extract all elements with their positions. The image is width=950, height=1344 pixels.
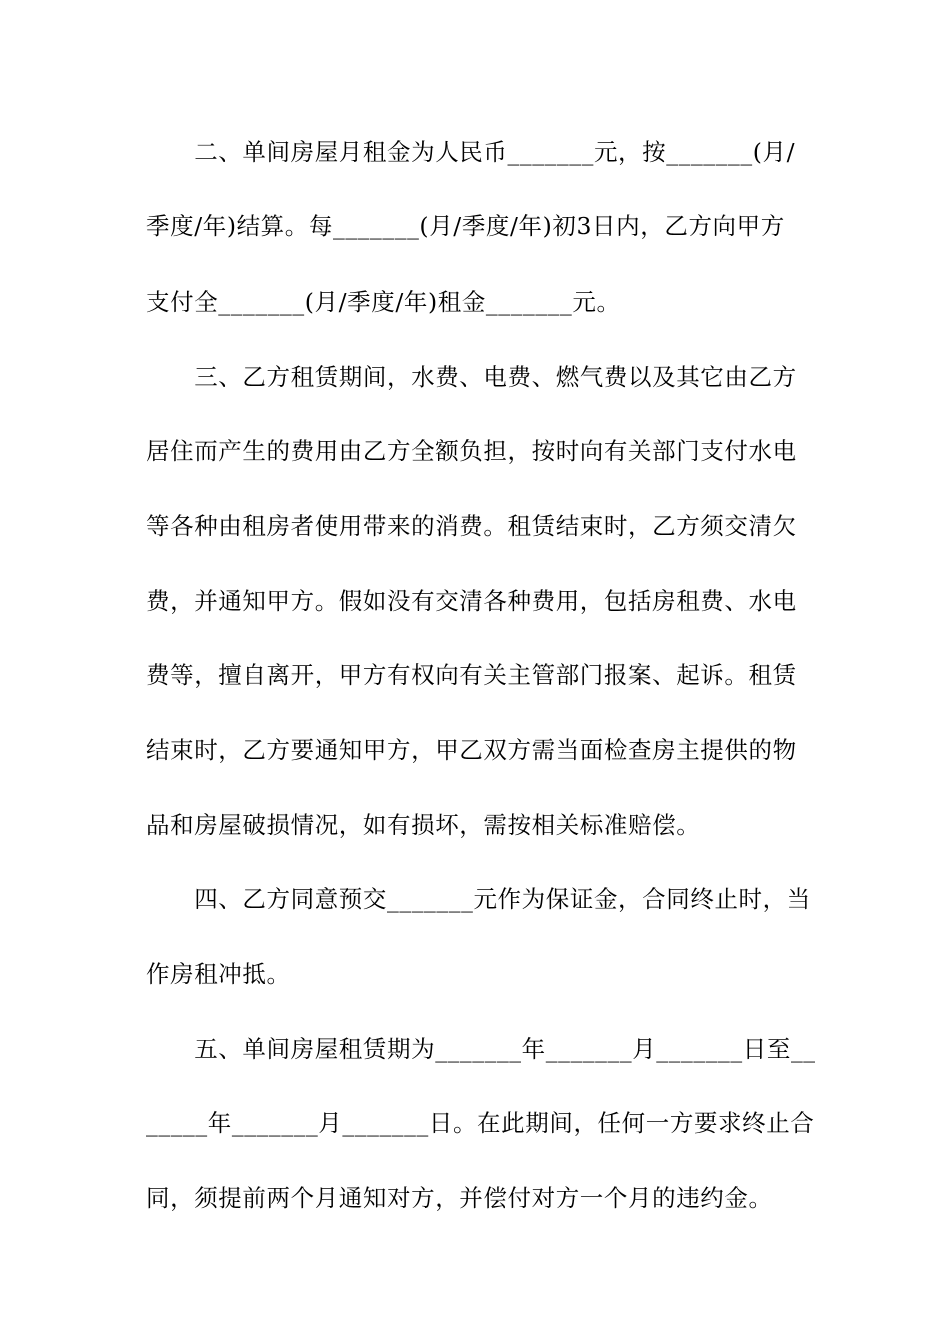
text-line: 居住而产生的费用由乙方全额负担，按时向有关部门支付水电 bbox=[146, 437, 797, 465]
text-line: 结束时，乙方要通知甲方，甲乙双方需当面检查房主提供的物 bbox=[146, 736, 797, 764]
text-line: 五、单间房屋租赁期为_______年_______月_______日至__ bbox=[146, 1035, 816, 1063]
text-line: _____年_______月_______日。在此期间，任何一方要求终止合 bbox=[146, 1109, 815, 1137]
text-line: 费等，擅自离开，甲方有权向有关主管部门报案、起诉。租赁 bbox=[146, 661, 797, 689]
text-line: 二、单间房屋月租金为人民币_______元，按_______(月/ bbox=[146, 138, 796, 166]
text-line: 等各种由租房者使用带来的消费。租赁结束时，乙方须交清欠 bbox=[146, 512, 797, 540]
text-line: 季度/年)结算。每_______(月/季度/年)初3日内，乙方向甲方 bbox=[146, 212, 785, 240]
text-line: 支付全_______(月/季度/年)租金_______元。 bbox=[146, 288, 621, 316]
text-line: 四、乙方同意预交_______元作为保证金，合同终止时，当 bbox=[146, 885, 811, 913]
text-line: 作房租冲抵。 bbox=[146, 960, 291, 988]
text-line: 同，须提前两个月通知对方，并偿付对方一个月的违约金。 bbox=[146, 1184, 773, 1212]
text-line: 三、乙方租赁期间，水费、电费、燃气费以及其它由乙方 bbox=[146, 363, 797, 391]
text-line: 品和房屋破损情况，如有损坏，需按相关标准赔偿。 bbox=[146, 811, 701, 839]
text-line: 费，并通知甲方。假如没有交清各种费用，包括房租费、水电 bbox=[146, 587, 797, 615]
